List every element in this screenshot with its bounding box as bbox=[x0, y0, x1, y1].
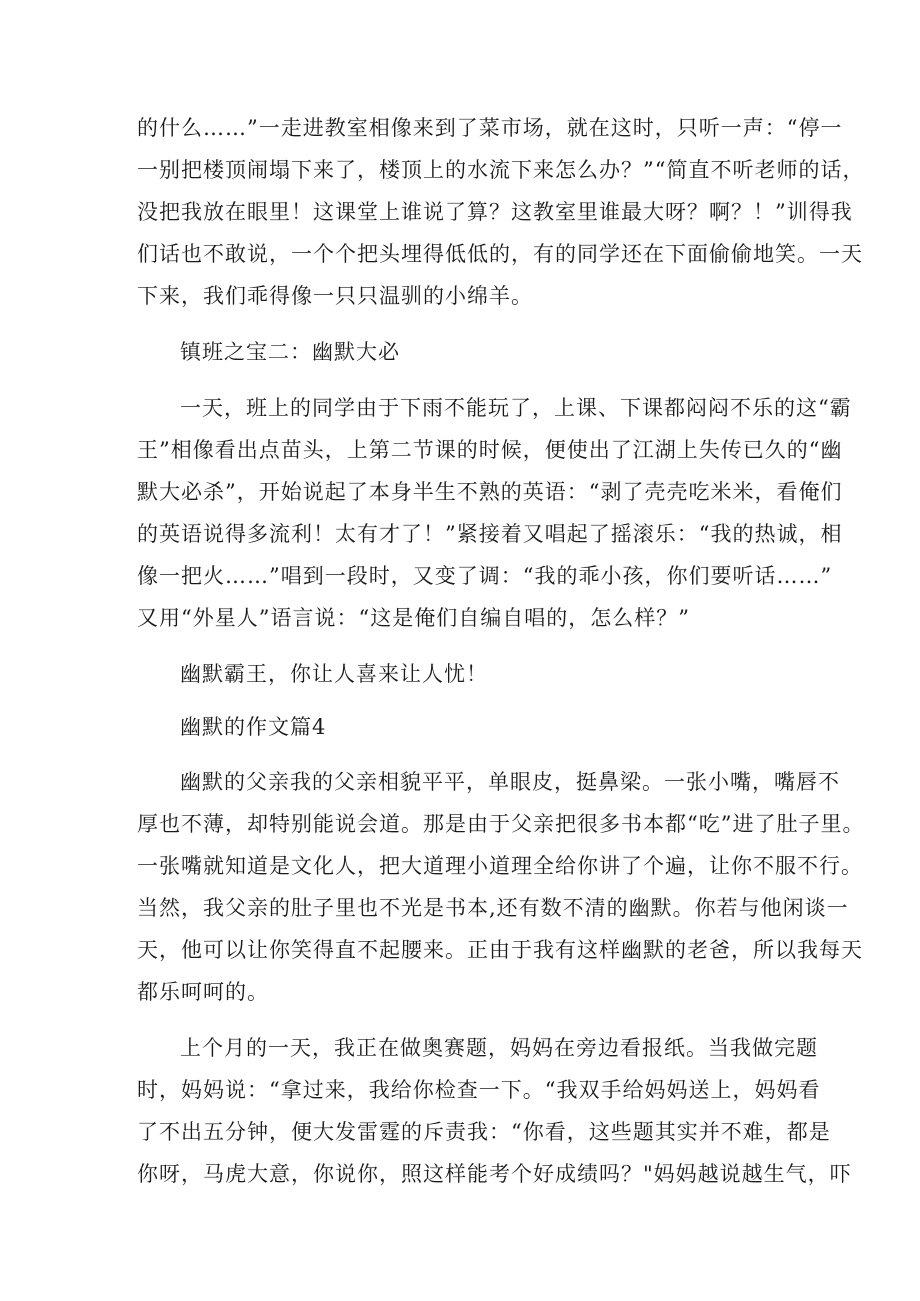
text-line: 的什么……”一走进教室相像来到了菜市场，就在这时，只听一声：“停一 bbox=[137, 116, 843, 140]
text-line: 们话也不敢说，一个个把头埋得低低的，有的同学还在下面偷偷地笑。一天 bbox=[137, 242, 863, 266]
text-line: 默大必杀”，开始说起了本身半生不熟的英语：“剥了壳壳吃米米，看俺们 bbox=[137, 480, 843, 504]
section-heading: 镇班之宝二：幽默大必 bbox=[180, 340, 400, 364]
text-line: 厚也不薄，却特别能说会道。那是由于父亲把很多书本都“吃”进了肚子里。 bbox=[137, 812, 865, 836]
text-line: 了不出五分钟，便大发雷霆的斥责我：“你看，这些题其实并不难，都是 bbox=[137, 1120, 831, 1144]
text-line: 王”相像看出点苗头，上第二节课的时候，便使出了江湖上失传已久的“幽 bbox=[137, 438, 843, 462]
text-line: 天，他可以让你笑得直不起腰来。正由于我有这样幽默的老爸，所以我每天 bbox=[137, 938, 863, 962]
text-line: 幽默霸王，你让人喜来让人忧！ bbox=[180, 662, 488, 686]
section-heading: 幽默的作文篇4 bbox=[180, 715, 327, 739]
text-line: 一别把楼顶闹塌下来了，楼顶上的水流下来怎么办？”“简直不听老师的话， bbox=[137, 158, 865, 182]
text-line: 幽默的父亲我的父亲相貌平平，单眼皮，挺鼻梁。一张小嘴，嘴唇不 bbox=[180, 770, 840, 794]
text-line: 都乐呵呵的。 bbox=[137, 980, 269, 1004]
text-line: 的英语说得多流利！太有才了！”紧接着又唱起了摇滚乐：“我的热诚，相 bbox=[137, 522, 843, 546]
text-line: 当然，我父亲的肚子里也不光是书本,还有数不清的幽默。你若与他闲谈一 bbox=[137, 896, 849, 920]
text-line: 像一把火……”唱到一段时，又变了调：“我的乖小孩，你们要听话……” bbox=[137, 564, 833, 588]
text-line: 又用“外星人”语言说：“这是俺们自编自唱的，怎么样？” bbox=[137, 606, 690, 630]
text-line: 一张嘴就知道是文化人，把大道理小道理全给你讲了个遍，让你不服不行。 bbox=[137, 854, 863, 878]
text-line: 一天，班上的同学由于下雨不能玩了，上课、下课都闷闷不乐的这“霸 bbox=[180, 396, 852, 420]
text-line: 下来，我们乖得像一只只温驯的小绵羊。 bbox=[137, 284, 533, 308]
text-line: 上个月的一天，我正在做奥赛题，妈妈在旁边看报纸。当我做完题 bbox=[180, 1036, 818, 1060]
text-line: 时，妈妈说：“拿过来，我给你检查一下。“我双手给妈妈送上，妈妈看 bbox=[137, 1078, 821, 1102]
text-line: 没把我放在眼里！这课堂上谁说了算？这教室里谁最大呀？啊？！”训得我 bbox=[137, 200, 853, 224]
text-line: 你呀，马虎大意，你说你，照这样能考个好成绩吗？"妈妈越说越生气，吓 bbox=[137, 1162, 852, 1186]
